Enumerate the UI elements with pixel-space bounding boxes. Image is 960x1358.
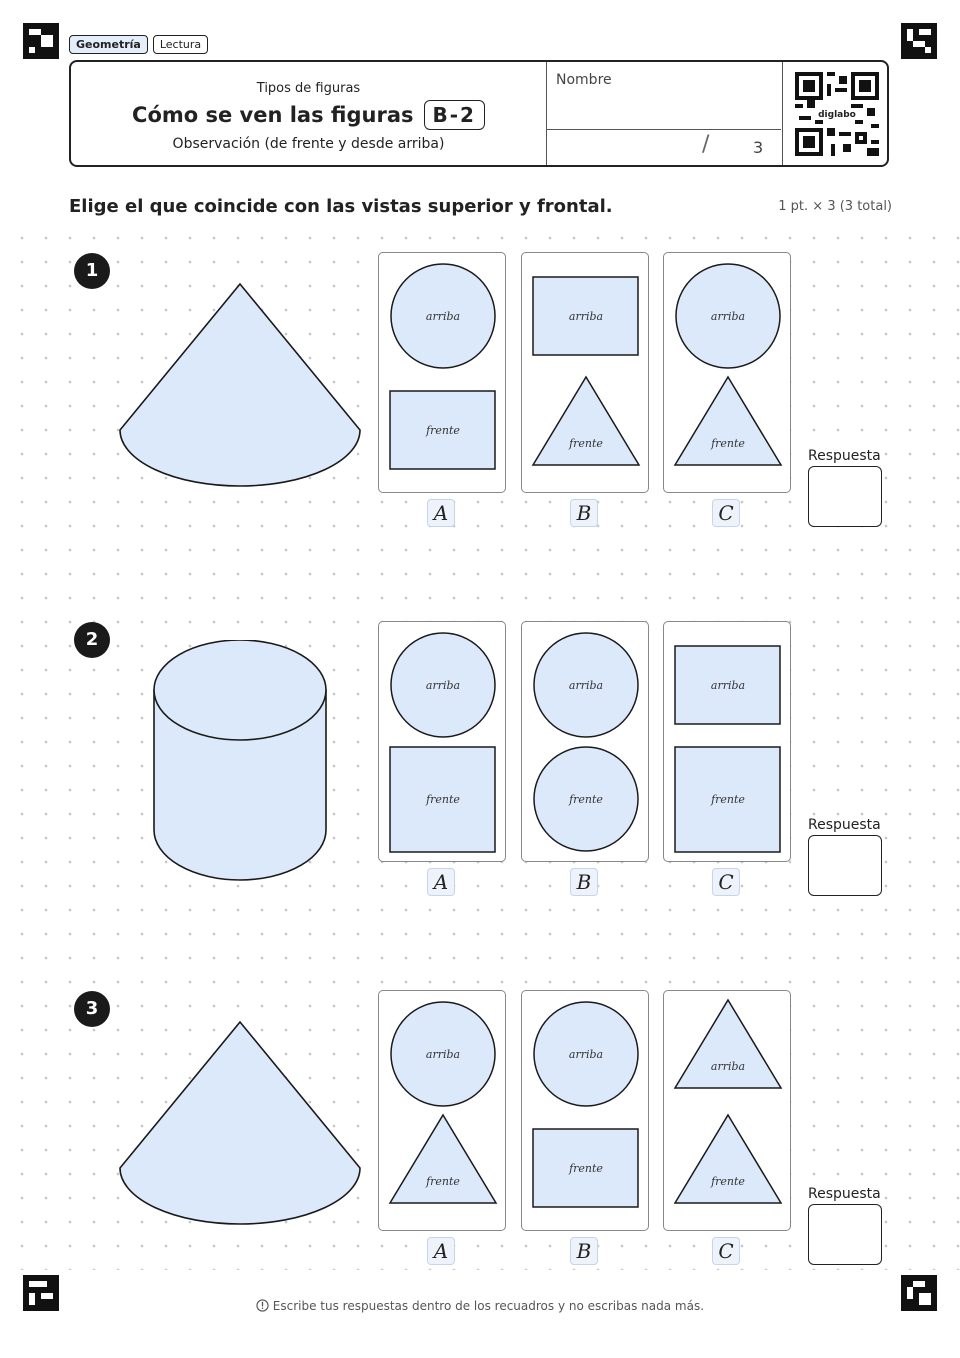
front-view-circle — [534, 747, 638, 851]
option-card-b — [521, 252, 649, 493]
option-views — [664, 253, 792, 494]
option-card-a — [378, 990, 506, 1231]
front-view-shape — [675, 377, 781, 465]
option-views — [522, 622, 650, 863]
instruction-text: Elige el que coincide con las vistas superior y frontal. — [69, 196, 613, 217]
worksheet-header — [69, 60, 889, 167]
front-view-label: frente — [426, 793, 460, 806]
tag-geometry[interactable]: Geometría — [69, 35, 148, 54]
front-view-triangle — [675, 377, 781, 465]
question-solid — [112, 270, 368, 524]
option-card-a — [378, 252, 506, 493]
top-view-label: arriba — [710, 679, 746, 692]
front-view-triangle — [533, 377, 639, 465]
cone-body — [120, 284, 360, 486]
option-card-a — [378, 621, 506, 862]
front-view-shape — [390, 1115, 496, 1203]
question-solid — [112, 640, 368, 894]
score-total: 3 — [753, 138, 764, 157]
title-text: Cómo se ven las figuras — [132, 103, 414, 127]
name-label: Nombre — [556, 72, 612, 88]
answer-box[interactable] — [808, 1204, 882, 1265]
corner-marker-top-left — [23, 23, 59, 59]
top-view-circle — [391, 264, 495, 368]
front-view-label: frente — [426, 1175, 460, 1188]
top-view-circle — [676, 264, 780, 368]
footer-text: Escribe tus respuestas dentro de los recuadros y no escribas nada más. — [272, 1299, 705, 1313]
answer-box[interactable] — [808, 466, 882, 527]
option-card-b — [521, 990, 649, 1231]
cone-body — [120, 1022, 360, 1224]
option-letter-c[interactable]: C — [712, 868, 740, 896]
top-view-circle — [391, 633, 495, 737]
front-view-label: frente — [569, 1162, 603, 1175]
category-label: Tipos de figuras — [256, 81, 361, 96]
option-card-c — [663, 252, 791, 493]
option-views — [522, 991, 650, 1232]
worksheet-subtitle: Observación (de frente y desde arriba) — [172, 136, 445, 152]
option-views — [664, 991, 792, 1232]
top-view-circle — [534, 1002, 638, 1106]
score-slash: / — [702, 132, 710, 157]
option-card-b — [521, 621, 649, 862]
front-view-label: frente — [569, 793, 603, 806]
top-view-triangle — [675, 1000, 781, 1088]
answer-label: Respuesta — [808, 817, 881, 833]
option-card-c — [663, 990, 791, 1231]
qr-brand: diglabo — [818, 110, 856, 120]
option-letter-c[interactable]: C — [712, 499, 740, 527]
top-view-label: arriba — [425, 1048, 461, 1061]
cylinder-solid-figure — [112, 640, 368, 890]
front-view-square — [390, 747, 495, 852]
title-block — [71, 62, 547, 165]
top-view-label: arriba — [425, 310, 461, 323]
top-view-label: arriba — [568, 310, 604, 323]
option-views — [522, 253, 650, 494]
option-letter-c[interactable]: C — [712, 1237, 740, 1265]
footer-note — [0, 1299, 960, 1313]
top-view-circle — [391, 1002, 495, 1106]
answer-label: Respuesta — [808, 1186, 881, 1202]
top-view-circle — [534, 633, 638, 737]
option-views — [664, 622, 792, 863]
top-view-label: arriba — [568, 1048, 604, 1061]
top-view-label: arriba — [568, 679, 604, 692]
option-views — [379, 622, 507, 863]
cone-solid-figure — [112, 1008, 368, 1258]
option-views — [379, 991, 507, 1232]
option-letter-b[interactable]: B — [570, 499, 598, 527]
worksheet-code: B-2 — [424, 100, 485, 130]
front-view-triangle — [675, 1115, 781, 1203]
top-view-label: arriba — [710, 1060, 746, 1073]
question-solid — [112, 1008, 368, 1262]
front-view-square — [675, 747, 780, 852]
front-view-rectangle — [533, 1129, 638, 1207]
question-number: 3 — [74, 991, 110, 1027]
answer-box[interactable] — [808, 835, 882, 896]
front-view-label: frente — [569, 437, 603, 450]
question-number: 1 — [74, 253, 110, 289]
front-view-label: frente — [711, 1175, 745, 1188]
points-info: 1 pt. × 3 (3 total) — [778, 199, 892, 214]
top-view-rectangle — [533, 277, 638, 355]
question-number: 2 — [74, 622, 110, 658]
front-view-label: frente — [426, 424, 460, 437]
footer-area — [0, 1270, 960, 1358]
front-view-shape — [675, 1115, 781, 1203]
front-view-shape — [533, 377, 639, 465]
front-view-label: frente — [711, 437, 745, 450]
option-letter-a[interactable]: A — [427, 1237, 455, 1265]
name-field[interactable] — [547, 62, 781, 130]
answer-label: Respuesta — [808, 448, 881, 464]
worksheet-title — [71, 100, 546, 130]
front-view-triangle — [390, 1115, 496, 1203]
option-letter-b[interactable]: B — [570, 1237, 598, 1265]
option-card-c — [663, 621, 791, 862]
top-view-label: arriba — [425, 679, 461, 692]
subject-tags — [69, 35, 208, 54]
corner-marker-top-right — [901, 23, 937, 59]
option-views — [379, 253, 507, 494]
cylinder-top — [154, 640, 326, 740]
tag-reading[interactable]: Lectura — [153, 35, 208, 54]
option-letter-b[interactable]: B — [570, 868, 598, 896]
score-field[interactable] — [547, 130, 781, 165]
front-view-rectangle — [390, 391, 495, 469]
option-letter-a[interactable]: A — [427, 868, 455, 896]
top-view-shape — [675, 1000, 781, 1088]
option-letter-a[interactable]: A — [427, 499, 455, 527]
front-view-label: frente — [711, 793, 745, 806]
qr-code-area — [782, 62, 890, 165]
info-icon — [256, 1299, 269, 1312]
top-view-label: arriba — [710, 310, 746, 323]
top-view-rectangle — [675, 646, 780, 724]
cone-solid-figure — [112, 270, 368, 520]
